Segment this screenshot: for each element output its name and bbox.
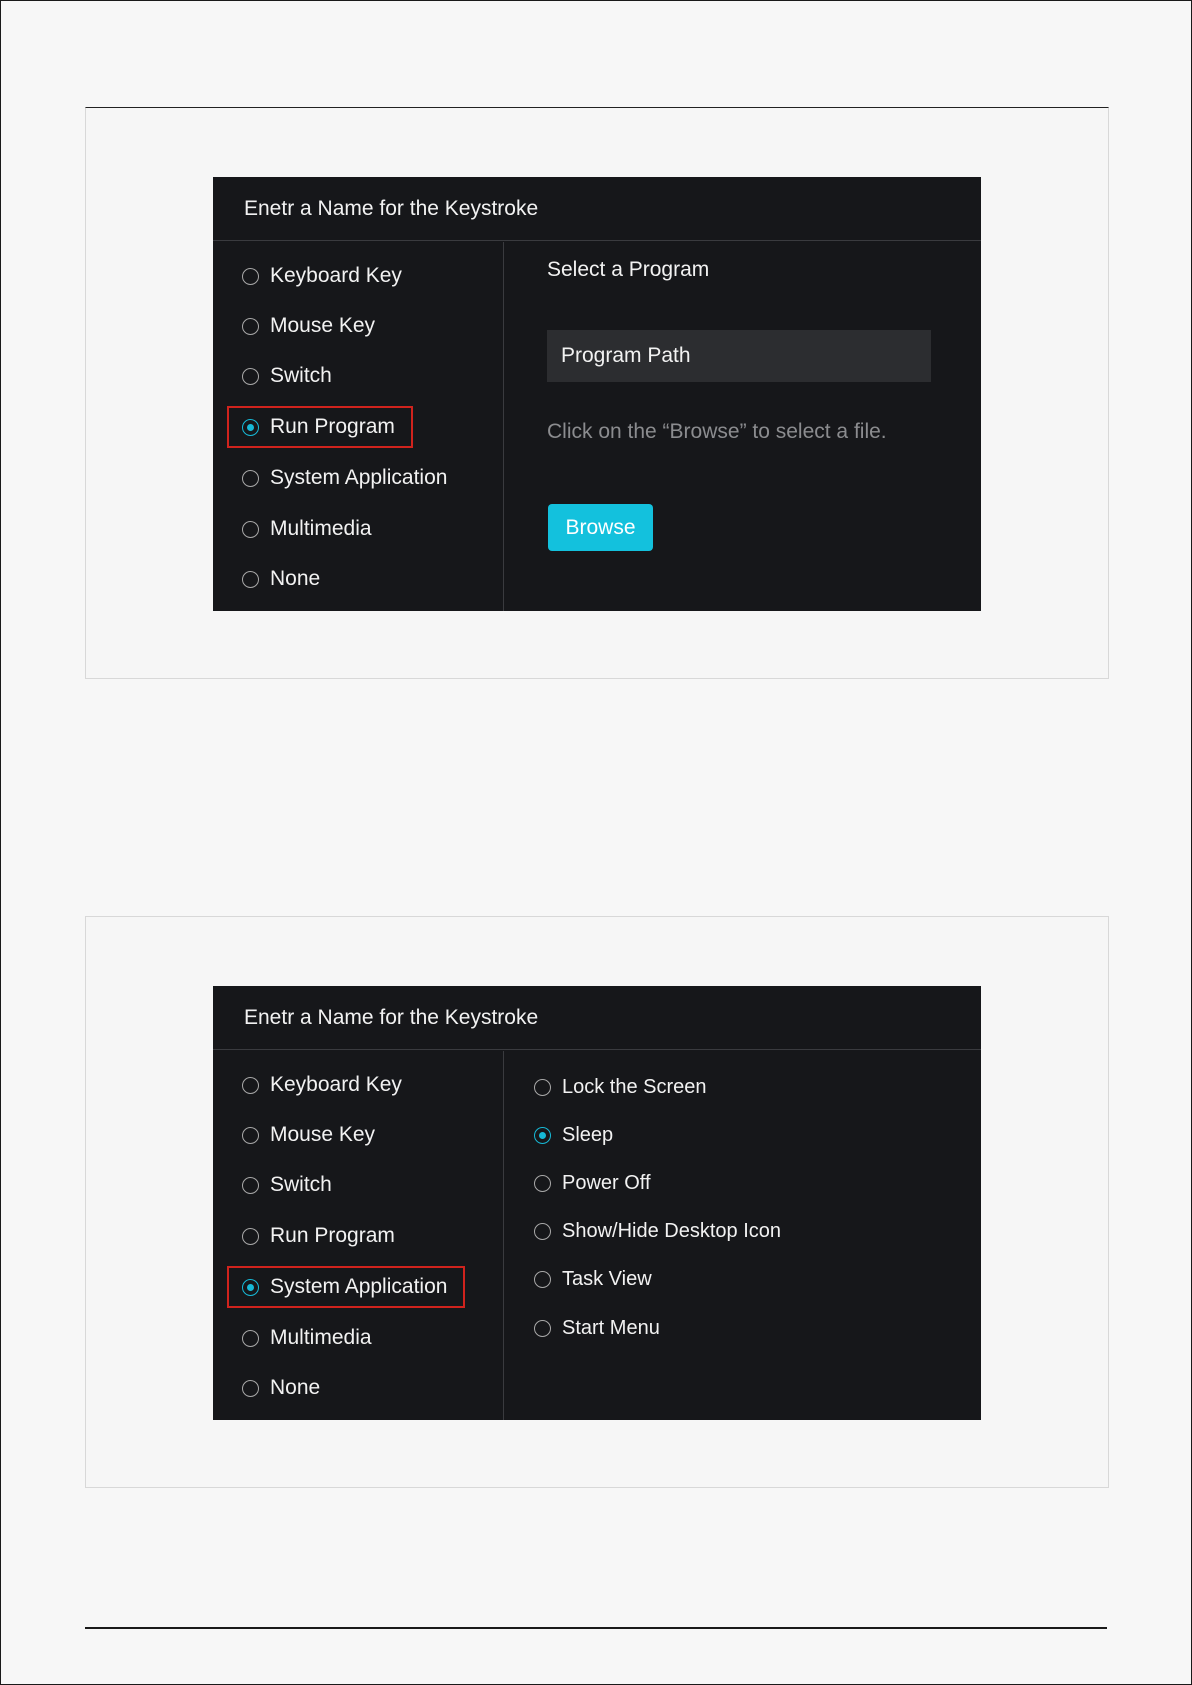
- option-label: Keyboard Key: [270, 264, 402, 287]
- keystroke-dialog: [213, 177, 981, 611]
- radio-icon[interactable]: [242, 1127, 259, 1144]
- radio-icon[interactable]: [534, 1223, 551, 1240]
- option-label: Run Program: [270, 415, 395, 438]
- browse-hint-text: Click on the “Browse” to select a file.: [547, 420, 887, 443]
- option-multimedia[interactable]: [229, 1319, 388, 1357]
- sys-option-sleep[interactable]: [534, 1119, 613, 1151]
- option-mouse-key[interactable]: [229, 1116, 391, 1154]
- radio-selected-icon[interactable]: [242, 1279, 259, 1296]
- radio-icon[interactable]: [242, 1077, 259, 1094]
- option-label: None: [270, 567, 321, 590]
- option-multimedia[interactable]: [229, 510, 388, 548]
- option-label: Mouse Key: [270, 314, 376, 337]
- option-label: None: [270, 1376, 321, 1399]
- screenshot-frame-system-application: [85, 916, 1109, 1488]
- option-label: Multimedia: [270, 1326, 372, 1349]
- radio-icon[interactable]: [534, 1271, 551, 1288]
- option-none[interactable]: [229, 1369, 336, 1407]
- radio-icon[interactable]: [242, 1330, 259, 1347]
- sys-option-task-view[interactable]: [534, 1263, 652, 1295]
- option-keyboard-key[interactable]: [229, 1066, 418, 1104]
- dialog-title: Enetr a Name for the Keystroke: [213, 986, 981, 1050]
- option-label: System Application: [270, 466, 448, 489]
- option-label: Switch: [270, 364, 332, 387]
- option-label: System Application: [270, 1275, 448, 1298]
- option-run-program[interactable]: [229, 408, 411, 446]
- option-label: Run Program: [270, 1224, 395, 1247]
- radio-icon[interactable]: [534, 1320, 551, 1337]
- sys-option-start-menu[interactable]: [534, 1312, 660, 1344]
- radio-icon[interactable]: [242, 318, 259, 335]
- radio-icon[interactable]: [242, 521, 259, 538]
- option-label: Power Off: [562, 1171, 651, 1194]
- program-path-input[interactable]: [547, 330, 931, 382]
- function-type-list: [213, 242, 504, 611]
- option-label: Task View: [562, 1267, 652, 1290]
- sys-option-show-hide-desktop-icon[interactable]: [534, 1215, 781, 1247]
- option-label: Sleep: [562, 1123, 614, 1146]
- option-label: Show/Hide Desktop Icon: [562, 1219, 782, 1242]
- radio-icon[interactable]: [242, 1177, 259, 1194]
- option-system-application[interactable]: [229, 1268, 463, 1306]
- option-label: Mouse Key: [270, 1123, 376, 1146]
- radio-icon[interactable]: [242, 1380, 259, 1397]
- radio-icon[interactable]: [534, 1175, 551, 1192]
- footer-rule: [85, 1627, 1107, 1629]
- select-program-heading: Select a Program: [547, 258, 710, 281]
- keystroke-dialog: [213, 986, 981, 1420]
- option-switch[interactable]: [229, 1166, 348, 1204]
- option-none[interactable]: [229, 560, 336, 598]
- radio-icon[interactable]: [242, 571, 259, 588]
- screenshot-frame-run-program: [85, 107, 1109, 679]
- sys-option-lock-screen[interactable]: [534, 1071, 707, 1103]
- option-label: Multimedia: [270, 517, 372, 540]
- radio-icon[interactable]: [242, 1228, 259, 1245]
- run-program-panel: [504, 242, 981, 611]
- radio-selected-icon[interactable]: [242, 419, 259, 436]
- option-keyboard-key[interactable]: [229, 257, 418, 295]
- sys-option-power-off[interactable]: [534, 1167, 651, 1199]
- radio-icon[interactable]: [242, 470, 259, 487]
- option-mouse-key[interactable]: [229, 307, 391, 345]
- radio-icon[interactable]: [242, 268, 259, 285]
- system-application-panel: [504, 1051, 981, 1420]
- radio-selected-icon[interactable]: [534, 1127, 551, 1144]
- dialog-title: Enetr a Name for the Keystroke: [213, 177, 981, 241]
- option-label: Lock the Screen: [562, 1075, 707, 1098]
- option-run-program[interactable]: [229, 1217, 411, 1255]
- browse-button[interactable]: Browse: [548, 504, 653, 551]
- option-label: Switch: [270, 1173, 332, 1196]
- option-system-application[interactable]: [229, 459, 463, 497]
- option-label: Keyboard Key: [270, 1073, 402, 1096]
- function-type-list: [213, 1051, 504, 1420]
- option-switch[interactable]: [229, 357, 348, 395]
- option-label: Start Menu: [562, 1316, 660, 1339]
- radio-icon[interactable]: [242, 368, 259, 385]
- radio-icon[interactable]: [534, 1079, 551, 1096]
